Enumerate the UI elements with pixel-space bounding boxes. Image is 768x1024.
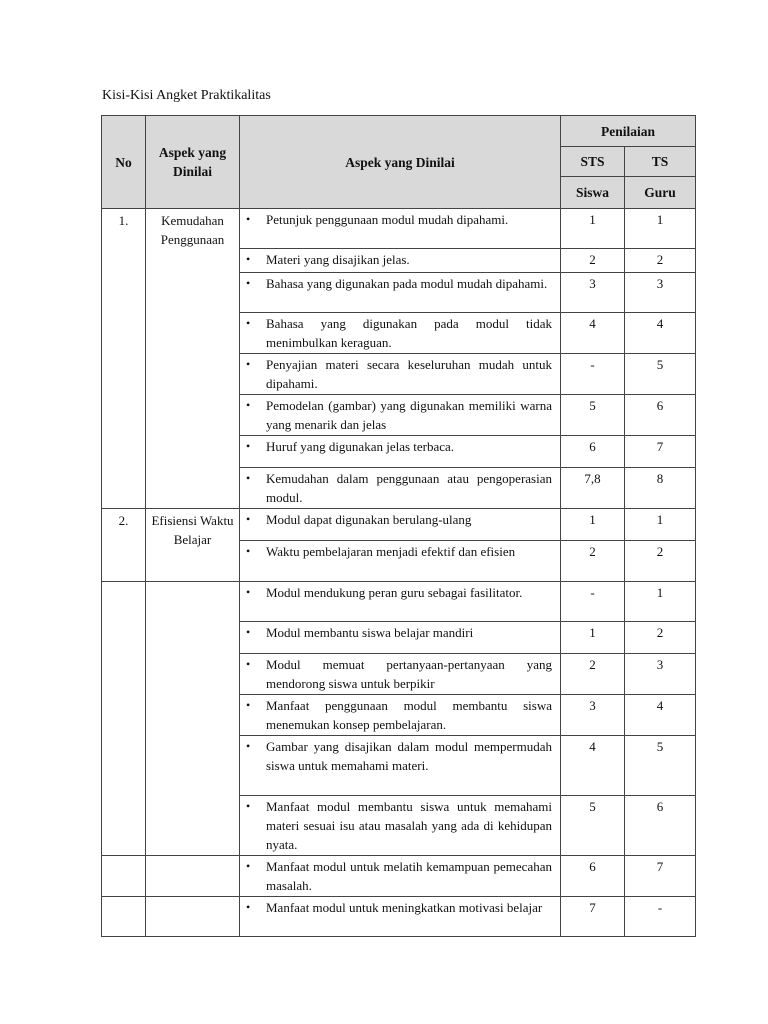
- sts-value: 2: [561, 249, 625, 273]
- header-guru: Guru: [625, 177, 696, 209]
- sts-value: 7,8: [561, 468, 625, 509]
- ts-value: 4: [625, 313, 696, 354]
- row-number: 1.: [102, 209, 146, 509]
- sts-value: 5: [561, 395, 625, 436]
- bullet-icon: •: [246, 252, 251, 266]
- criteria-cell: • Pemodelan (gambar) yang digunakan memiliki warna yang menarik dan jelas: [240, 395, 561, 436]
- ts-value: 5: [625, 354, 696, 395]
- sts-value: 6: [561, 856, 625, 897]
- ts-value: 6: [625, 796, 696, 856]
- sts-value: 3: [561, 695, 625, 736]
- criteria-cell: • Penyajian materi secara keseluruhan mudah untuk dipahami.: [240, 354, 561, 395]
- document-title: Kisi-Kisi Angket Praktikalitas: [102, 88, 271, 103]
- ts-value: 1: [625, 582, 696, 622]
- header-siswa: Siswa: [561, 177, 625, 209]
- bullet-icon: •: [246, 276, 251, 290]
- ts-value: 6: [625, 395, 696, 436]
- ts-value: 8: [625, 468, 696, 509]
- sts-value: 1: [561, 622, 625, 654]
- sts-value: 4: [561, 313, 625, 354]
- bullet-icon: •: [246, 544, 251, 558]
- ts-value: -: [625, 897, 696, 937]
- row-number-empty: [102, 582, 146, 856]
- bullet-icon: •: [246, 512, 251, 526]
- bullet-icon: •: [246, 900, 251, 914]
- bullet-icon: •: [246, 799, 251, 813]
- criteria-cell: • Bahasa yang digunakan pada modul tidak menimbulkan keraguan.: [240, 313, 561, 354]
- bullet-icon: •: [246, 439, 251, 453]
- bullet-icon: •: [246, 739, 251, 753]
- criteria-cell: • Kemudahan dalam penggunaan atau pengoperasian modul.: [240, 468, 561, 509]
- row-number: 2.: [102, 509, 146, 582]
- header-ts: TS: [625, 147, 696, 177]
- bullet-icon: •: [246, 859, 251, 873]
- criteria-cell: • Materi yang disajikan jelas.: [240, 249, 561, 273]
- sts-value: -: [561, 354, 625, 395]
- criteria-cell: • Modul membantu siswa belajar mandiri: [240, 622, 561, 654]
- sts-value: 4: [561, 736, 625, 796]
- criteria-cell: • Huruf yang digunakan jelas terbaca.: [240, 436, 561, 468]
- bullet-icon: •: [246, 357, 251, 371]
- ts-value: 7: [625, 856, 696, 897]
- table-row: [102, 582, 696, 622]
- criteria-cell: • Manfaat modul untuk melatih kemampuan pemecahan masalah.: [240, 856, 561, 897]
- bullet-icon: •: [246, 471, 251, 485]
- bullet-icon: •: [246, 212, 251, 226]
- sts-value: 6: [561, 436, 625, 468]
- ts-value: 2: [625, 622, 696, 654]
- sts-value: 2: [561, 654, 625, 695]
- ts-value: 3: [625, 273, 696, 313]
- aspect-label-empty: [146, 856, 240, 897]
- header-no: No: [102, 116, 146, 209]
- ts-value: 1: [625, 209, 696, 249]
- criteria-cell: • Bahasa yang digunakan pada modul mudah dipahami.: [240, 273, 561, 313]
- criteria-cell: • Modul memuat pertanyaan-pertanyaan yang mendorong siswa untuk berpikir: [240, 654, 561, 695]
- aspect-label-empty: [146, 582, 240, 856]
- aspect-label: Kemudahan Penggunaan: [146, 209, 240, 509]
- ts-value: 1: [625, 509, 696, 541]
- criteria-cell: • Manfaat penggunaan modul membantu siswa menemukan konsep pembelajaran.: [240, 695, 561, 736]
- table-row: [102, 897, 696, 937]
- ts-value: 2: [625, 249, 696, 273]
- practicality-grid-table: [101, 115, 696, 937]
- header-criteria: Aspek yang Dinilai: [240, 116, 561, 209]
- sts-value: 1: [561, 509, 625, 541]
- bullet-icon: •: [246, 698, 251, 712]
- ts-value: 5: [625, 736, 696, 796]
- bullet-icon: •: [246, 625, 251, 639]
- sts-value: -: [561, 582, 625, 622]
- criteria-cell: • Manfaat modul untuk meningkatkan motivasi belajar: [240, 897, 561, 937]
- sts-value: 2: [561, 541, 625, 582]
- bullet-icon: •: [246, 398, 251, 412]
- ts-value: 4: [625, 695, 696, 736]
- criteria-cell: • Modul dapat digunakan berulang-ulang: [240, 509, 561, 541]
- bullet-icon: •: [246, 585, 251, 599]
- row-number-empty: [102, 856, 146, 897]
- header-aspect: Aspek yang Dinilai: [146, 116, 240, 209]
- bullet-icon: •: [246, 316, 251, 330]
- sts-value: 7: [561, 897, 625, 937]
- table-row: [102, 209, 696, 249]
- criteria-cell: • Gambar yang disajikan dalam modul mempermudah siswa untuk memahami materi.: [240, 736, 561, 796]
- sts-value: 3: [561, 273, 625, 313]
- criteria-cell: • Manfaat modul membantu siswa untuk memahami materi sesuai isu atau masalah yang ada di kehidupan nyata.: [240, 796, 561, 856]
- aspect-label-empty: [146, 897, 240, 937]
- bullet-icon: •: [246, 657, 251, 671]
- sts-value: 5: [561, 796, 625, 856]
- ts-value: 7: [625, 436, 696, 468]
- ts-value: 2: [625, 541, 696, 582]
- table-row: [102, 856, 696, 897]
- table-row: [102, 509, 696, 541]
- header-assessment: Penilaian: [561, 116, 696, 147]
- row-number-empty: [102, 897, 146, 937]
- criteria-cell: • Waktu pembelajaran menjadi efektif dan efisien: [240, 541, 561, 582]
- criteria-cell: • Petunjuk penggunaan modul mudah dipahami.: [240, 209, 561, 249]
- header-sts: STS: [561, 147, 625, 177]
- criteria-cell: • Modul mendukung peran guru sebagai fasilitator.: [240, 582, 561, 622]
- sts-value: 1: [561, 209, 625, 249]
- aspect-label: Efisiensi Waktu Belajar: [146, 509, 240, 582]
- ts-value: 3: [625, 654, 696, 695]
